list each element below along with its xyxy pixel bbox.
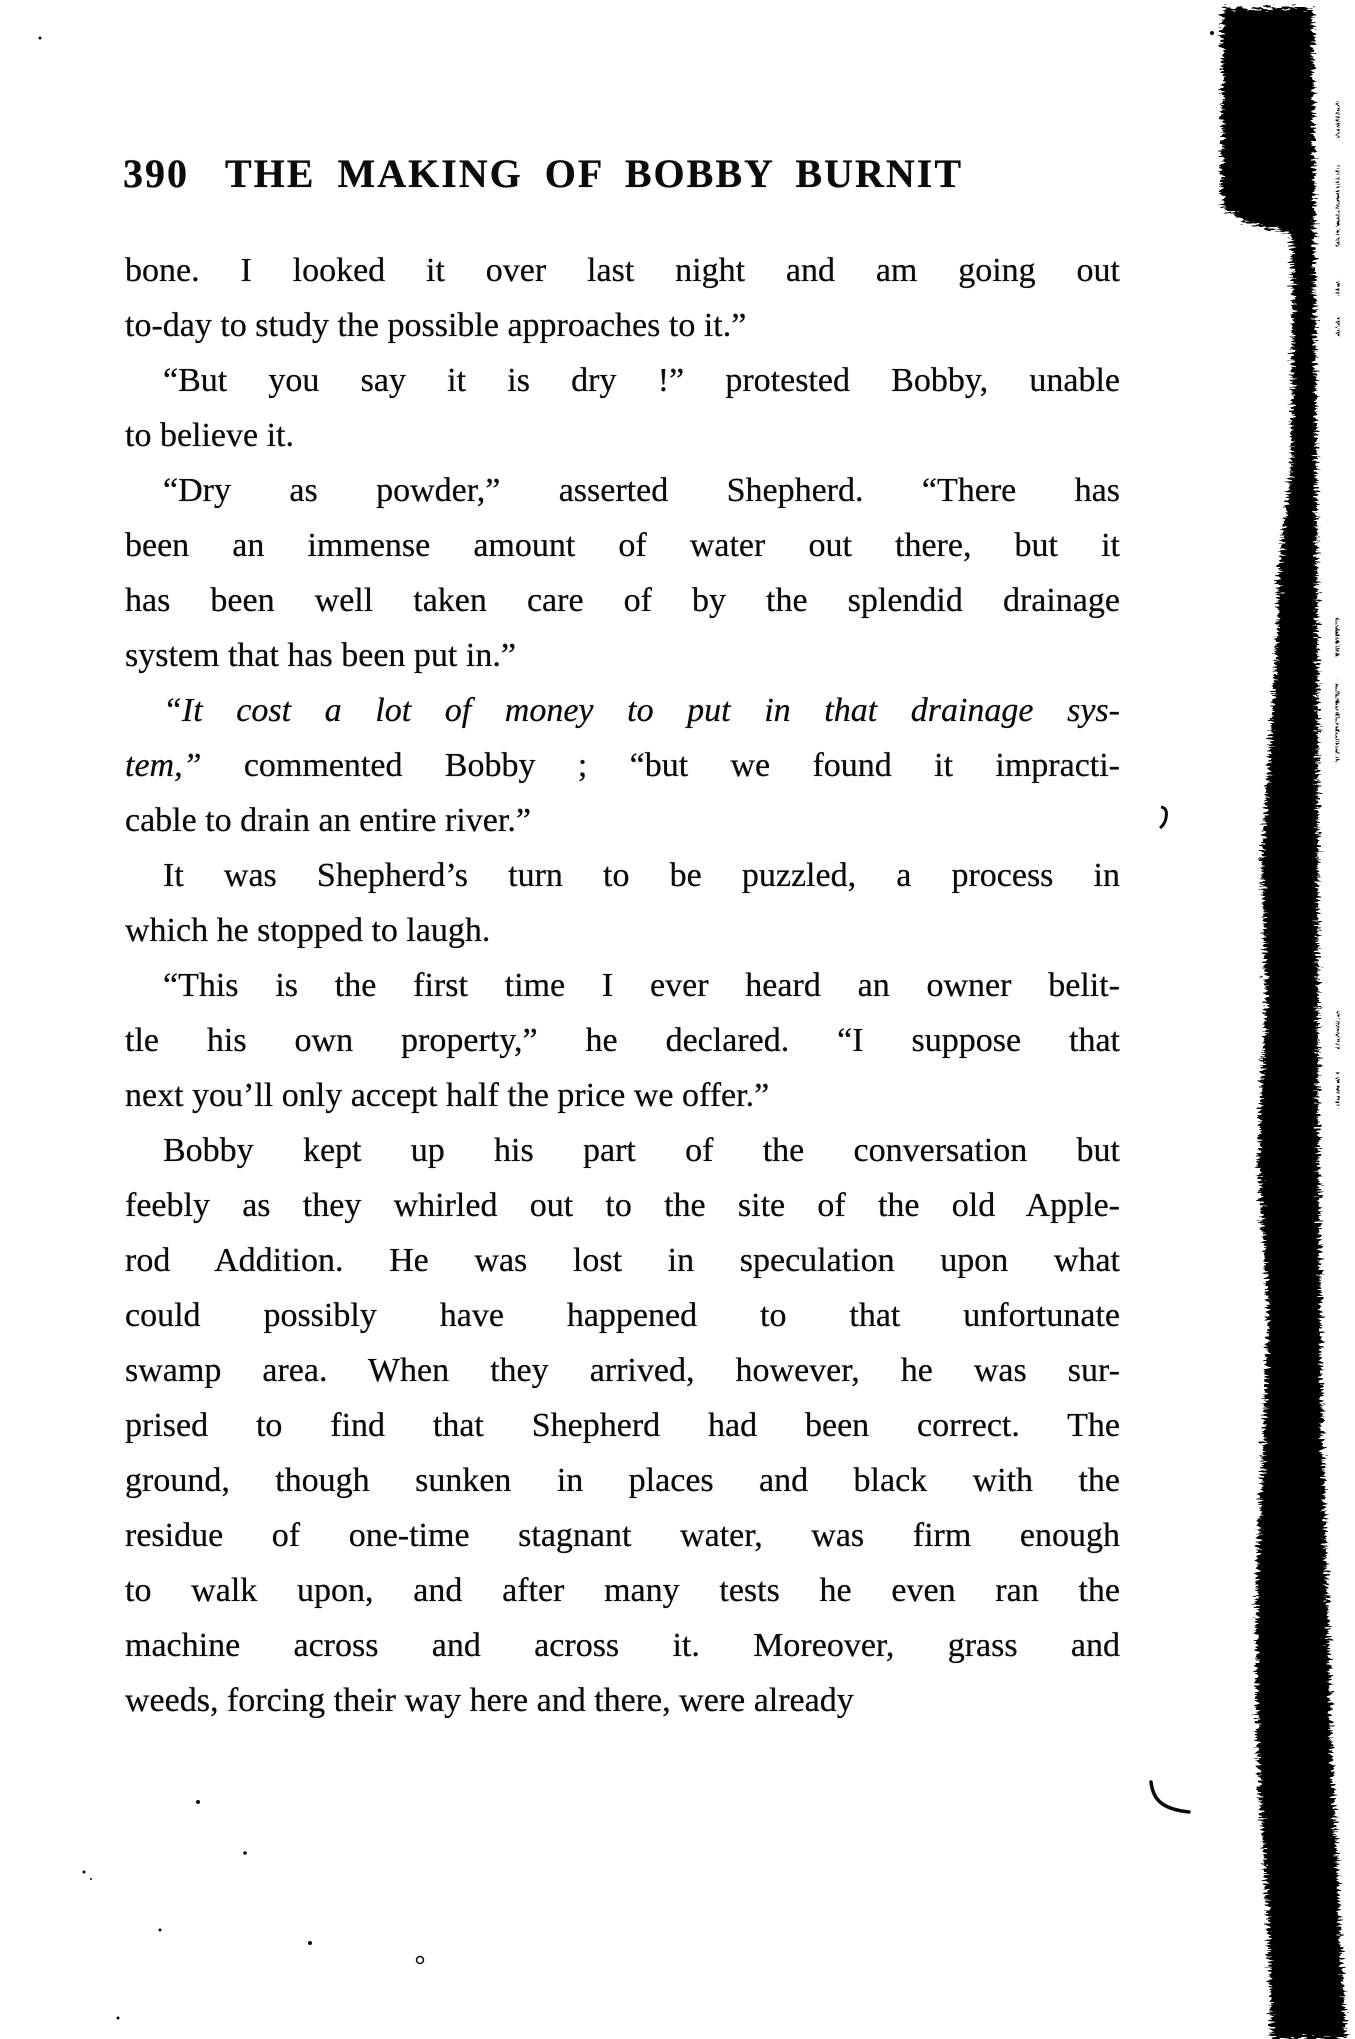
text-line <box>125 903 1120 958</box>
scan-speck <box>90 1878 92 1880</box>
text-segment: has been well taken care of by the splendid drainage <box>125 582 1120 619</box>
text-line <box>125 463 1120 518</box>
scan-mark-comma <box>1160 807 1166 828</box>
text-segment: to-day to study the possible approaches to it.” <box>125 307 747 344</box>
text-line <box>125 353 1120 408</box>
scan-gutter-band <box>1222 8 1346 2039</box>
text-segment: Bobby kept up his part of the conversation but <box>163 1132 1120 1169</box>
text-segment: machine across and across it. Moreover, grass and <box>125 1627 1120 1664</box>
text-segment: next you’ll only accept half the price we offer.” <box>125 1077 770 1114</box>
text-line <box>125 683 1120 738</box>
text-segment: system that has been put in.” <box>125 637 516 674</box>
text-segment: residue of one-time stagnant water, was firm enough <box>125 1517 1120 1554</box>
text-segment: “Dry as powder,” asserted Shepherd. “There has <box>163 472 1120 509</box>
text-segment: bone. I looked it over last night and am going out <box>125 252 1120 289</box>
text-segment: prised to find that Shepherd had been correct. The <box>125 1407 1120 1444</box>
scan-speck <box>159 1929 162 1932</box>
text-segment: been an immense amount of water out there, but it <box>125 527 1120 564</box>
text-line <box>125 1013 1120 1068</box>
text-line <box>125 958 1120 1013</box>
text-segment: “But you say it is dry !” protested Bobby, unable <box>163 362 1120 399</box>
text-line <box>125 1673 1120 1728</box>
text-segment: could possibly have happened to that unfortunate <box>125 1297 1120 1334</box>
text-segment: ground, though sunken in places and black with the <box>125 1462 1120 1499</box>
text-line <box>125 1123 1120 1178</box>
text-segment: rod Addition. He was lost in speculation upon what <box>125 1242 1120 1279</box>
text-line <box>125 1453 1120 1508</box>
scan-speck-ring <box>417 1957 424 1964</box>
text-line <box>125 738 1120 793</box>
text-line <box>125 848 1120 903</box>
scan-speck <box>243 1851 247 1855</box>
text-line <box>125 518 1120 573</box>
text-segment: commented Bobby ; “but we found it impracti- <box>201 747 1120 784</box>
text-line <box>125 1288 1120 1343</box>
page-text <box>125 243 1120 1728</box>
text-line <box>125 1508 1120 1563</box>
text-segment-italic: tem,” <box>125 747 202 784</box>
text-segment: to believe it. <box>125 417 295 454</box>
scan-speck <box>196 1800 200 1804</box>
text-line <box>125 1233 1120 1288</box>
scan-speck <box>1210 31 1214 35</box>
page-header <box>123 150 963 197</box>
text-line <box>125 1398 1120 1453</box>
text-segment: cable to drain an entire river.” <box>125 802 531 839</box>
text-segment-italic: “It cost a lot of money to put in that drainage sys- <box>163 692 1120 729</box>
text-segment: “This is the first time I ever heard an owner belit- <box>163 967 1120 1004</box>
text-segment: which he stopped to laugh. <box>125 912 491 949</box>
scan-speck <box>117 2017 120 2020</box>
text-line <box>125 1068 1120 1123</box>
text-line <box>125 628 1120 683</box>
text-line <box>125 298 1120 353</box>
text-line <box>125 793 1120 848</box>
text-line <box>125 1343 1120 1398</box>
page-title: THE MAKING OF BOBBY BURNIT <box>225 151 963 196</box>
text-line <box>125 1563 1120 1618</box>
text-segment: to walk upon, and after many tests he even ran the <box>125 1572 1120 1609</box>
scan-mark-curve <box>1151 1782 1189 1812</box>
scan-speck <box>83 1871 86 1874</box>
text-line <box>125 408 1120 463</box>
text-segment: It was Shepherd’s turn to be puzzled, a process in <box>163 857 1120 894</box>
scan-speck <box>308 1941 312 1945</box>
text-line <box>125 1178 1120 1233</box>
text-segment: feebly as they whirled out to the site of the old Apple- <box>125 1187 1120 1224</box>
text-segment: swamp area. When they arrived, however, he was sur- <box>125 1352 1120 1389</box>
scan-speck <box>39 37 42 40</box>
text-line <box>125 573 1120 628</box>
text-line <box>125 1618 1120 1673</box>
scan-edge-line <box>1336 102 1339 1108</box>
text-segment: weeds, forcing their way here and there, were already <box>125 1682 854 1719</box>
text-segment: tle his own property,” he declared. “I suppose that <box>125 1022 1120 1059</box>
text-line <box>125 243 1120 298</box>
page-number: 390 <box>123 151 189 196</box>
